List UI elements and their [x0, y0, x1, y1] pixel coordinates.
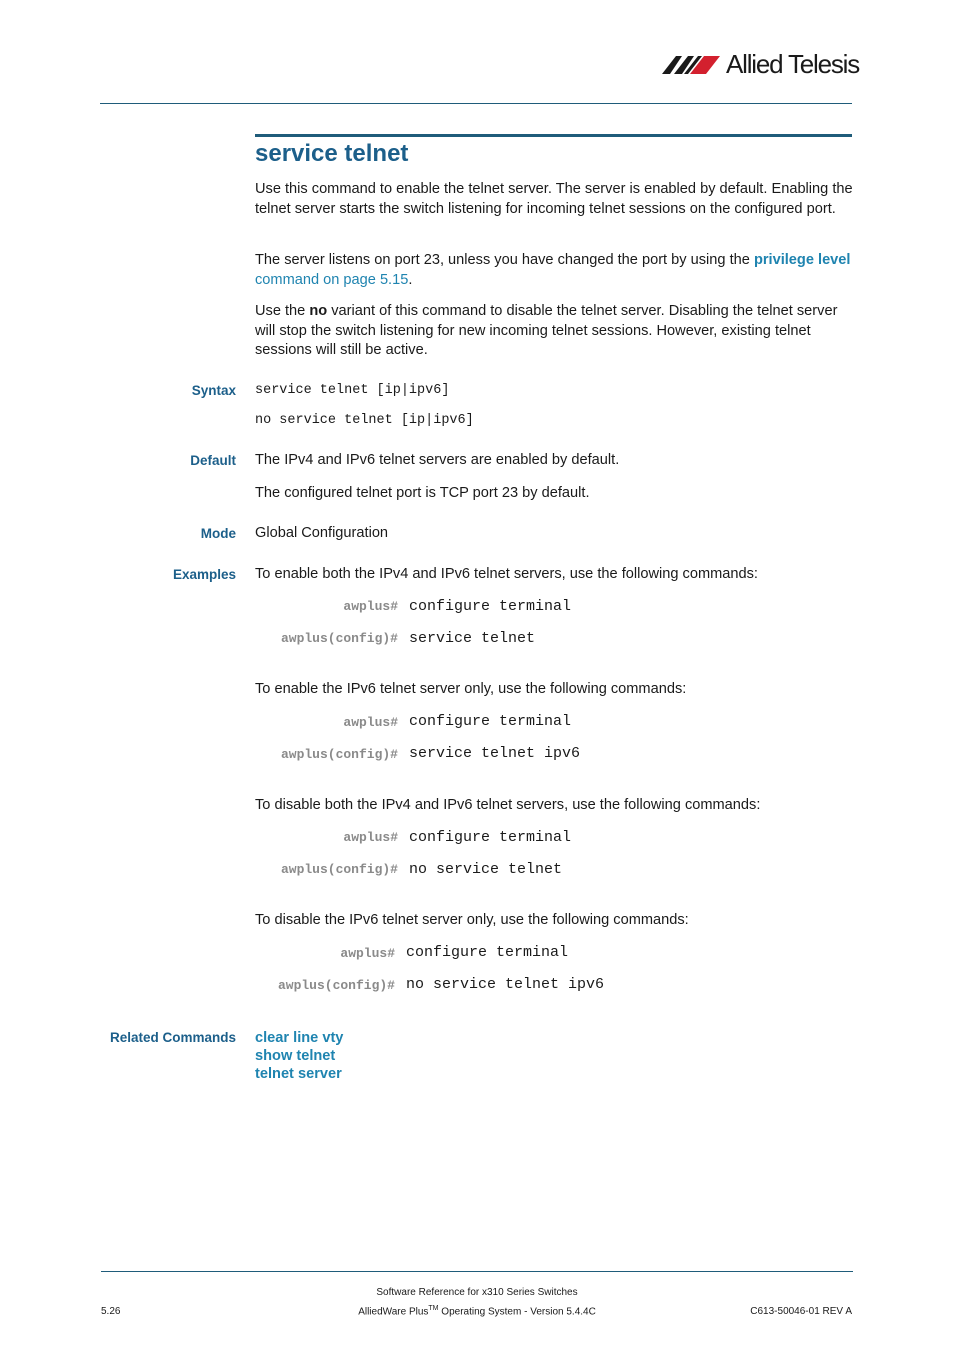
footer-product: AlliedWare Plus — [358, 1306, 429, 1318]
logo-wordmark: Allied Telesis — [726, 49, 860, 79]
example-3-prompt-1: awplus# — [343, 830, 398, 845]
p2-text-before: The server listens on port 23, unless you have changed the port by using the — [255, 252, 754, 268]
example-2-command-1: configure terminal — [409, 713, 572, 730]
examples-label: Examples — [172, 567, 236, 582]
footer-page-number: 5.26 — [101, 1306, 121, 1317]
example-1-command-2: service telnet — [409, 630, 536, 647]
example-2-intro: To enable the IPv6 telnet server only, use the following commands: — [255, 681, 687, 697]
example-3-intro: To disable both the IPv4 and IPv6 telnet servers, use the following commands: — [255, 797, 761, 813]
related-commands-label: Related Commands — [109, 1030, 236, 1045]
intro-paragraph-3 — [255, 302, 855, 361]
page-title: service telnet — [255, 140, 409, 167]
related-link-show-telnet[interactable]: show telnet — [255, 1048, 336, 1064]
example-4-prompt-2: awplus(config)# — [277, 978, 395, 993]
example-4-command-2: no service telnet ipv6 — [406, 976, 605, 993]
mode-label: Mode — [200, 526, 236, 541]
p3-text-before: Use the — [255, 303, 310, 319]
mode-text: Global Configuration — [255, 525, 389, 541]
p2-text-after: . — [408, 271, 413, 288]
example-4-prompt-1: awplus# — [340, 946, 395, 961]
intro-paragraph-1: Use this command to enable the telnet server. The server is enabled by default. Enabling the telnet server starts the switch listening for incoming telnet sessions on the configured port. — [255, 181, 853, 217]
privilege-level-link-page[interactable]: command on page 5.15 — [255, 271, 409, 288]
privilege-level-link-bold[interactable]: privilege level — [753, 252, 851, 268]
header-rule — [100, 103, 852, 104]
example-1-prompt-1: awplus# — [343, 599, 398, 614]
example-2-command-2: service telnet ipv6 — [409, 745, 581, 762]
footer-version: Operating System - Version 5.4.4C — [438, 1306, 596, 1318]
logo-mark-icon — [660, 48, 722, 80]
footer-trademark: TM — [428, 1305, 439, 1312]
title-rule — [255, 134, 852, 137]
example-3-command-1: configure terminal — [409, 829, 572, 846]
syntax-line-1: service telnet [ip|ipv6] — [255, 383, 450, 398]
footer-title: Software Reference for x310 Series Switches — [376, 1287, 578, 1298]
example-4-intro: To disable the IPv6 telnet server only, use the following commands: — [255, 912, 689, 928]
footer-rule — [101, 1271, 853, 1272]
example-4-command-1: configure terminal — [406, 944, 569, 961]
syntax-label: Syntax — [191, 383, 236, 398]
default-line-2: The configured telnet port is TCP port 23 by default. — [255, 485, 590, 501]
footer-doc-id: C613-50046-01 REV A — [750, 1306, 852, 1317]
allied-telesis-logo — [660, 48, 860, 80]
default-label: Default — [190, 453, 236, 468]
example-1-prompt-2: awplus(config)# — [280, 631, 398, 646]
p3-text-after: variant of this command to disable the telnet server. Disabling the telnet server will stop the switch listening for new incoming telnet sessions. However, existing telnet sessions will still be active. — [255, 303, 838, 358]
intro-paragraph-2 — [255, 251, 855, 290]
example-3-command-2: no service telnet — [409, 861, 563, 878]
related-link-clear-line-vty[interactable]: clear line vty — [255, 1030, 344, 1046]
syntax-line-2: no service telnet [ip|ipv6] — [255, 413, 474, 428]
example-2-prompt-1: awplus# — [343, 715, 398, 730]
example-3-prompt-2: awplus(config)# — [280, 862, 398, 877]
example-2-prompt-2: awplus(config)# — [280, 747, 398, 762]
example-1-command-1: configure terminal — [409, 598, 572, 615]
example-1-intro: To enable both the IPv4 and IPv6 telnet servers, use the following commands: — [255, 566, 758, 582]
default-line-1: The IPv4 and IPv6 telnet servers are enabled by default. — [255, 452, 620, 468]
p3-no-keyword: no — [309, 303, 328, 319]
related-link-telnet-server[interactable]: telnet server — [255, 1066, 342, 1082]
